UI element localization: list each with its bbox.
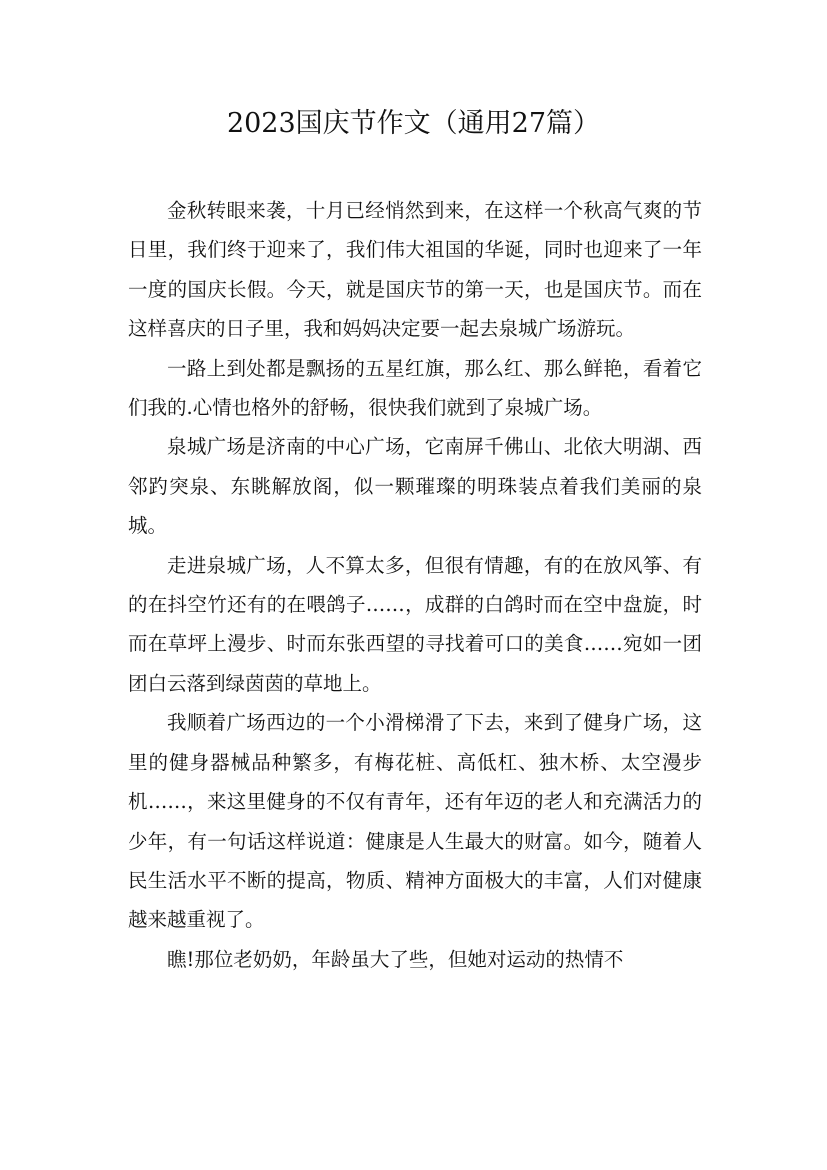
paragraph-6: 瞧!那位老奶奶，年龄虽大了些，但她对运动的热情不 <box>167 947 624 971</box>
paragraph-2: 一路上到处都是飘扬的五星红旗，那么红、那么鲜艳，看着它们我的.心情也格外的舒畅，很快我们就到了泉城广场。 <box>128 356 702 420</box>
paragraph-1: 金秋转眼来袭，十月已经悄然到来，在这样一个秋高气爽的节日里，我们终于迎来了，我们伟大祖国的华诞，同时也迎来了一年一度的国庆长假。今天，就是国庆节的第一天，也是国庆节。而在这样喜庆的日子里，我和妈妈决定要一起去泉城广场游玩。 <box>128 199 702 341</box>
document-title: 2023国庆节作文（通用27篇） <box>226 108 601 139</box>
paragraph-4: 走进泉城广场，人不算太多，但很有情趣，有的在放风筝、有的在抖空竹还有的在喂鸽子……，成群的白鸽时而在空中盘旋，时而在草坪上漫步、时而东张西望的寻找着可口的美食……宛如一团团白云落到绿茵茵的草地上。 <box>128 553 702 695</box>
document-body <box>128 191 702 979</box>
paragraph-5: 我顺着广场西边的一个小滑梯滑了下去，来到了健身广场，这里的健身器械品种繁多，有梅花桩、高低杠、独木桥、太空漫步机……，来这里健身的不仅有青年，还有年迈的老人和充满活力的少年，有一句话这样说道：健康是人生最大的财富。如今，随着人民生活水平不断的提高，物质、精神方面极大的丰富，人们对健康越来越重视了。 <box>128 711 702 932</box>
paragraph-3: 泉城广场是济南的中心广场，它南屏千佛山、北依大明湖、西邻趵突泉、东眺解放阁，似一颗璀璨的明珠装点着我们美丽的泉城。 <box>128 435 702 538</box>
